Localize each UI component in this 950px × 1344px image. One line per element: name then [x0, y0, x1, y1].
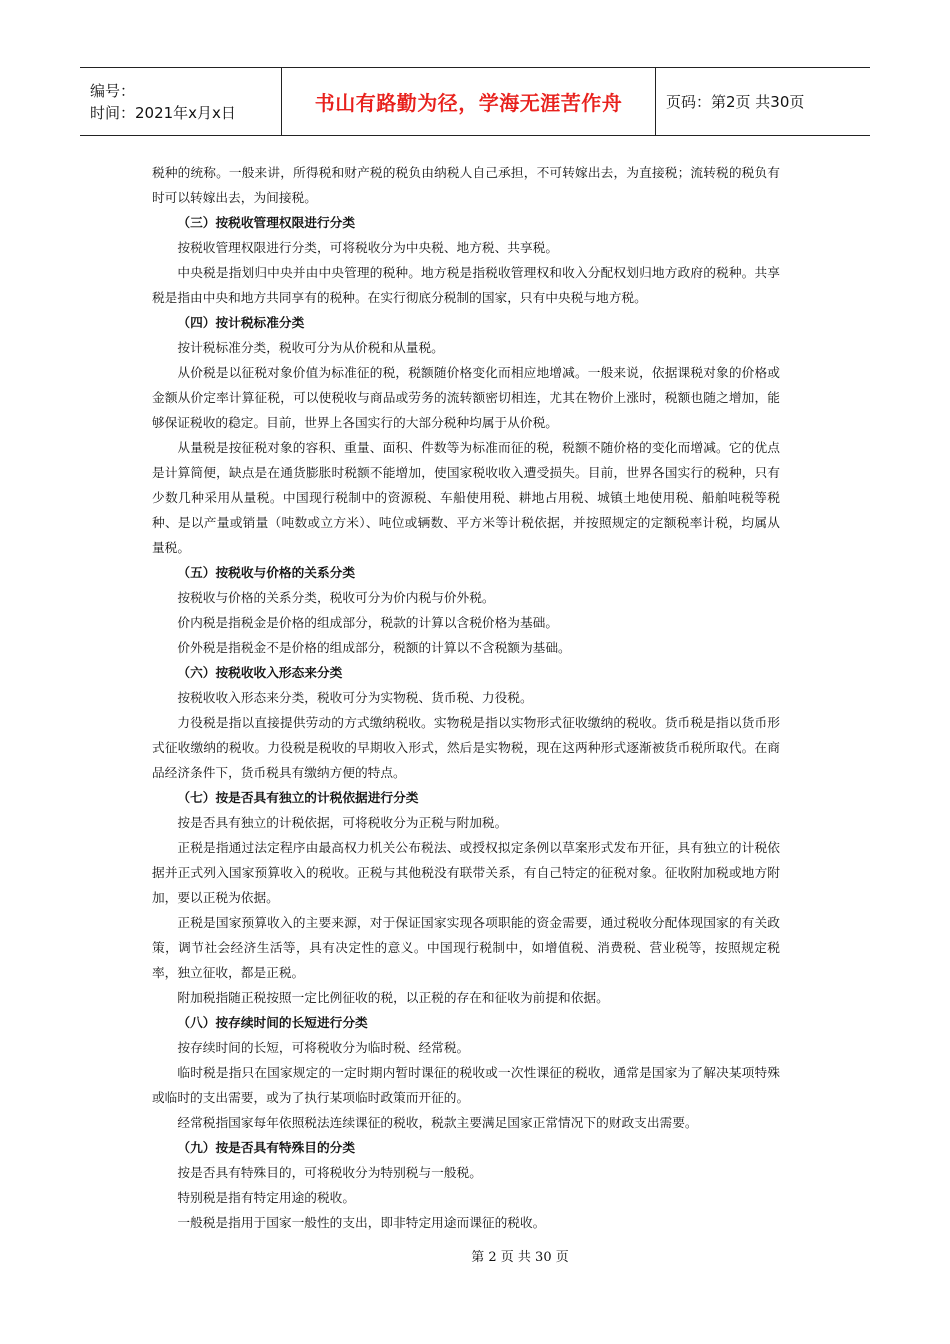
- document-time-label: 时间：2021年x月x日: [90, 103, 236, 122]
- paragraph: 按存续时间的长短，可将税收分为临时税、经常税。: [177, 1040, 470, 1055]
- paragraph: 正税是指通过法定程序由最高权力机关公布税法、或授权拟定条例以草案形式发布开征，具有独立的计税依据并正式列入国家预算收入的税收。正税与其他税没有联带关系，有自己特定的征税对象。征收附加税或地方附加，要以正税为依据。: [152, 840, 780, 905]
- paragraph: 按税收收入形态来分类，税收可分为实物税、货币税、力役税。: [177, 690, 533, 705]
- header-meta: [80, 68, 282, 135]
- header-page-number: 页码：第2页 共30页: [666, 93, 805, 111]
- document-number-label: 编号：: [90, 81, 136, 100]
- paragraph: 按税收与价格的关系分类，税收可分为价内税与价外税。: [177, 590, 495, 605]
- section-heading: （六）按税收收入形态来分类: [177, 665, 343, 680]
- paragraph: 从量税是按征税对象的容积、重量、面积、件数等为标准而征的税，税额不随价格的变化而增减。它的优点是计算简便，缺点是在通货膨胀时税额不能增加，使国家税收收入遭受损失。目前，世界各国实行的税种，只有少数几种采用从量税。中国现行税制中的资源税、车船使用税、耕地占用税、城镇土地使用税、船舶吨税等税种、是以产量或销量（吨数或立方米）、吨位或辆数、平方米等计税依据，并按照规定的定额税率计税，均属从量税。: [152, 440, 780, 555]
- paragraph: 按计税标准分类，税收可分为从价税和从量税。: [177, 340, 444, 355]
- section-heading: （五）按税收与价格的关系分类: [177, 565, 356, 580]
- paragraph: 从价税是以征税对象价值为标准征的税，税额随价格变化而相应地增减。一般来说，依据课税对象的价格或金额从价定率计算征税，可以使税收与商品或劳务的流转额密切相连，尤其在物价上涨时，税额也随之增加，能够保证税收的稳定。目前，世界上各国实行的大部分税种均属于从价税。: [152, 365, 780, 430]
- paragraph: 按是否具有独立的计税依据，可将税收分为正税与附加税。: [177, 815, 508, 830]
- paragraph: 经常税指国家每年依照税法连续课征的税收，税款主要满足国家正常情况下的财政支出需要。: [177, 1115, 698, 1130]
- paragraph: 价外税是指税金不是价格的组成部分，税额的计算以不含税额为基础。: [177, 640, 571, 655]
- section-heading: （七）按是否具有独立的计税依据进行分类: [177, 790, 419, 805]
- page-footer: 第 2 页 共 30 页: [471, 1250, 569, 1265]
- paragraph: 中央税是指划归中央并由中央管理的税种。地方税是指税收管理权和收入分配权划归地方政府的税种。共享税是指由中央和地方共同享有的税种。在实行彻底分税制的国家，只有中央税与地方税。: [152, 265, 780, 305]
- section-heading: （四）按计税标准分类: [177, 315, 305, 330]
- paragraph: 正税是国家预算收入的主要来源，对于保证国家实现各项职能的资金需要，通过税收分配体现国家的有关政策，调节社会经济生活等，具有决定性的意义。中国现行税制中，如增值税、消费税、营业税等，按照规定税率，独立征收，都是正税。: [152, 915, 780, 980]
- paragraph: 力役税是指以直接提供劳动的方式缴纳税收。实物税是指以实物形式征收缴纳的税收。货币税是指以货币形式征收缴纳的税收。力役税是税收的早期收入形式，然后是实物税，现在这两种形式逐渐被货币税所取代。在商品经济条件下，货币税具有缴纳方便的特点。: [152, 715, 780, 780]
- document-body: [152, 160, 780, 1235]
- section-heading: （八）按存续时间的长短进行分类: [177, 1015, 368, 1030]
- paragraph: 临时税是指只在国家规定的一定时期内暂时课征的税收或一次性课征的税收，通常是国家为了解决某项特殊或临时的支出需要，或为了执行某项临时政策而开征的。: [152, 1065, 780, 1105]
- paragraph: 按是否具有特殊目的，可将税收分为特别税与一般税。: [177, 1165, 482, 1180]
- section-heading: （九）按是否具有特殊目的分类: [177, 1140, 356, 1155]
- paragraph: 附加税指随正税按照一定比例征收的税，以正税的存在和征收为前提和依据。: [177, 990, 609, 1005]
- paragraph: 一般税是指用于国家一般性的支出，即非特定用途而课征的税收。: [177, 1215, 546, 1230]
- page-header: [80, 67, 870, 136]
- paragraph: 特别税是指有特定用途的税收。: [177, 1190, 356, 1205]
- paragraph: 价内税是指税金是价格的组成部分，税款的计算以含税价格为基础。: [177, 615, 559, 630]
- section-heading: （三）按税收管理权限进行分类: [177, 215, 356, 230]
- paragraph: 按税收管理权限进行分类，可将税收分为中央税、地方税、共享税。: [177, 240, 559, 255]
- paragraph: 税种的统称。一般来讲，所得税和财产税的税负由纳税人自己承担，不可转嫁出去，为直接税；流转税的税负有时可以转嫁出去，为间接税。: [152, 165, 780, 205]
- header-motto: 书山有路勤为径，学海无涯苦作舟: [282, 68, 656, 135]
